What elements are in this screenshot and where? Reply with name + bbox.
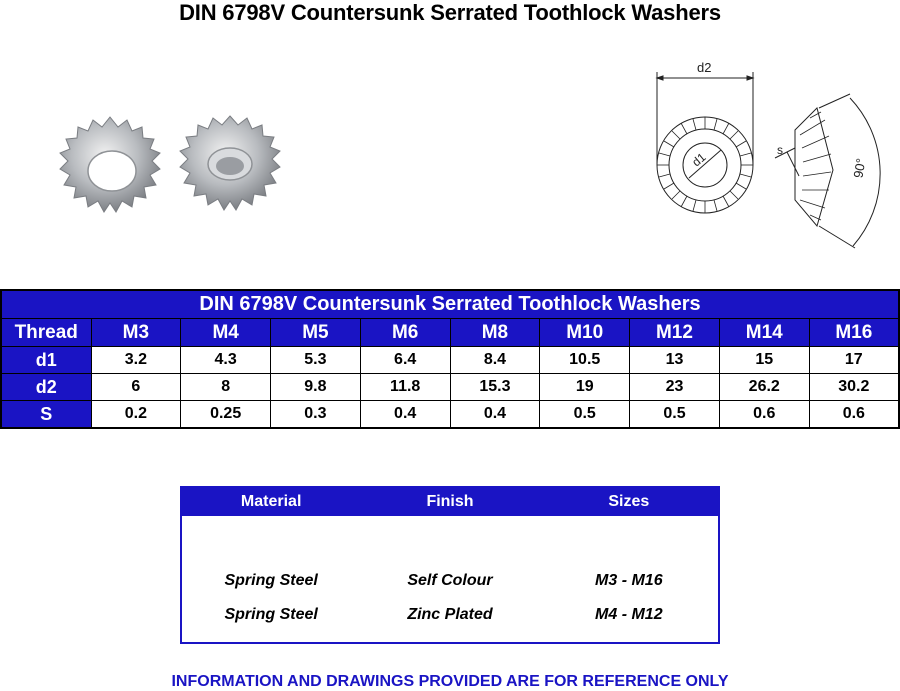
cell: 0.3 — [271, 401, 361, 429]
thread-m12: M12 — [630, 319, 720, 347]
cell: 5.3 — [271, 347, 361, 374]
thread-m10: M10 — [540, 319, 630, 347]
thread-header-row — [1, 319, 899, 347]
cell: 0.25 — [181, 401, 271, 429]
cell: 23 — [630, 374, 720, 401]
cell: 0.6 — [809, 401, 899, 429]
thread-m3: M3 — [91, 319, 181, 347]
cell: 10.5 — [540, 347, 630, 374]
cell: 11.8 — [360, 374, 450, 401]
cell: 0.5 — [540, 401, 630, 429]
header-material: Material — [181, 487, 360, 516]
cell: 13 — [630, 347, 720, 374]
material-row — [181, 516, 719, 598]
washer-photo — [50, 110, 310, 220]
cell: 3.2 — [91, 347, 181, 374]
row-d1 — [1, 347, 899, 374]
sizes-cell: M3 - M16 — [595, 572, 663, 589]
cell: 6 — [91, 374, 181, 401]
material-header-row — [181, 487, 719, 516]
thread-m5: M5 — [271, 319, 361, 347]
cell: 15.3 — [450, 374, 540, 401]
finish-cell: Zinc Plated — [407, 606, 493, 623]
cell: 26.2 — [719, 374, 809, 401]
cell: 0.6 — [719, 401, 809, 429]
material-table — [180, 486, 720, 644]
page-title: DIN 6798V Countersunk Serrated Toothlock Washers — [179, 0, 721, 25]
drawing-label-d1: d1 — [689, 150, 709, 170]
washer-right — [180, 116, 280, 210]
thread-m6: M6 — [360, 319, 450, 347]
cell: 0.2 — [91, 401, 181, 429]
finish-cell: Self Colour — [407, 572, 493, 589]
thread-m8: M8 — [450, 319, 540, 347]
material-cell: Spring Steel — [224, 572, 318, 589]
row-label-s: S — [1, 401, 91, 429]
drawing-label-s: s — [777, 143, 783, 157]
header-sizes: Sizes — [540, 487, 719, 516]
material-cell: Spring Steel — [224, 606, 318, 623]
material-row — [181, 598, 719, 643]
row-label-d2: d2 — [1, 374, 91, 401]
cell: 0.5 — [630, 401, 720, 429]
cell: 30.2 — [809, 374, 899, 401]
disclaimer: INFORMATION AND DRAWINGS PROVIDED ARE FOR REFERENCE ONLY — [171, 673, 729, 690]
cell: 15 — [719, 347, 809, 374]
cell: 19 — [540, 374, 630, 401]
cell: 9.8 — [271, 374, 361, 401]
drawing-label-d2: d2 — [697, 60, 712, 75]
spec-table — [0, 289, 900, 429]
cell: 4.3 — [181, 347, 271, 374]
row-s — [1, 401, 899, 429]
thread-m16: M16 — [809, 319, 899, 347]
technical-drawing — [645, 50, 885, 265]
row-d2 — [1, 374, 899, 401]
washer-left — [60, 117, 160, 212]
cell: 8.4 — [450, 347, 540, 374]
cell: 0.4 — [450, 401, 540, 429]
thread-m4: M4 — [181, 319, 271, 347]
spec-table-banner: DIN 6798V Countersunk Serrated Toothlock Washers — [1, 290, 899, 319]
sizes-cell: M4 - M12 — [595, 606, 663, 623]
cell: 17 — [809, 347, 899, 374]
drawing-label-angle: 90° — [850, 157, 869, 180]
thread-label: Thread — [1, 319, 91, 347]
header-finish: Finish — [360, 487, 539, 516]
row-label-d1: d1 — [1, 347, 91, 374]
cell: 8 — [181, 374, 271, 401]
cell: 0.4 — [360, 401, 450, 429]
cell: 6.4 — [360, 347, 450, 374]
thread-m14: M14 — [719, 319, 809, 347]
